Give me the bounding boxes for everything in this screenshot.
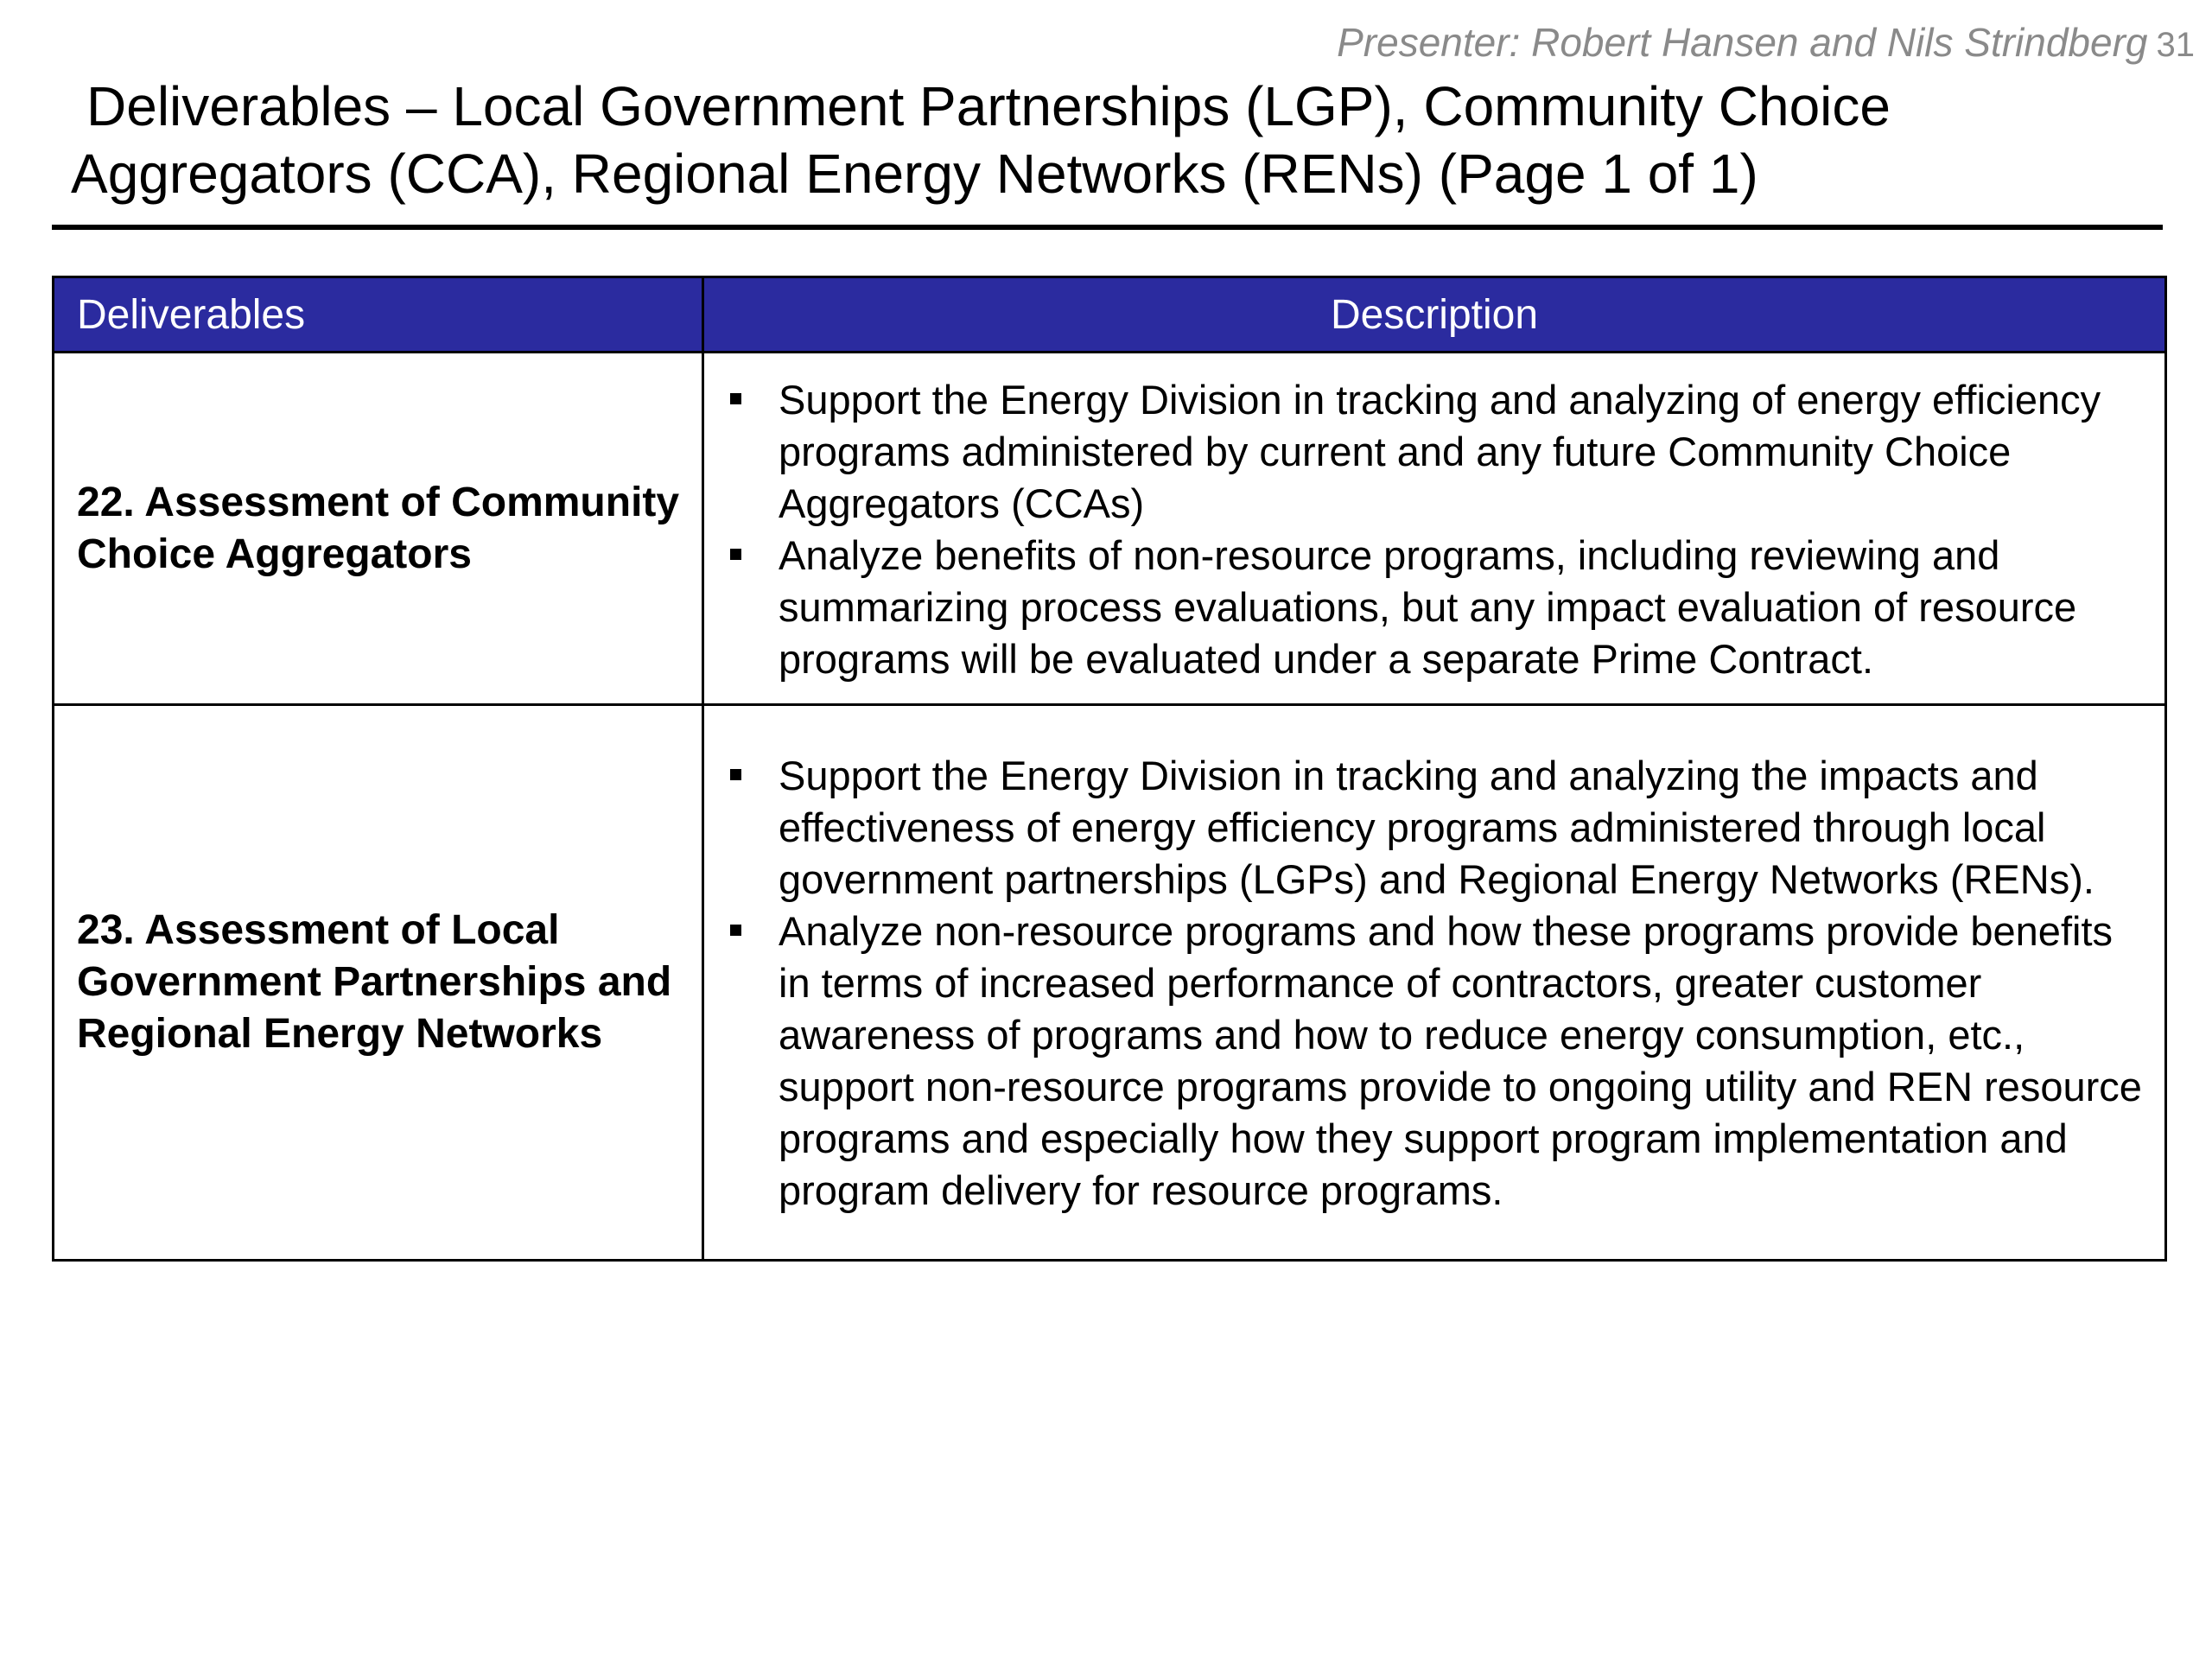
deliverable-cell: 22. Assessment of Community Choice Aggregators xyxy=(54,353,703,705)
square-bullet-icon xyxy=(730,549,741,560)
page-number: 31 xyxy=(2156,26,2195,64)
page-title-line-2: Aggregators (CCA), Regional Energy Networks (RENs) (Page 1 of 1) xyxy=(71,143,1758,205)
description-bullet-list xyxy=(727,374,2147,685)
bullet-text: Analyze non-resource programs and how these programs provide benefits in terms of increased performance of contractors, greater customer awareness of programs and how to reduce energy consumption, etc., support non-resource programs provide to ongoing utility and REN resource programs and especially how they support program implementation and program delivery for resource programs. xyxy=(779,908,2142,1213)
description-cell xyxy=(703,705,2166,1261)
table-row xyxy=(54,353,2166,705)
square-bullet-icon xyxy=(730,393,741,404)
title-divider xyxy=(52,225,2163,230)
bullet-text: Support the Energy Division in tracking and analyzing the impacts and effectiveness of energy efficiency programs administered through local government partnerships (LGPs) and Regional Energy Networks (RENs). xyxy=(779,753,2094,902)
list-item xyxy=(727,906,2147,1217)
presenter-credit xyxy=(1296,19,2195,66)
list-item xyxy=(727,530,2147,685)
deliverables-table xyxy=(52,276,2167,1262)
table-header-row xyxy=(54,277,2166,353)
bullet-text: Analyze benefits of non-resource programs, including reviewing and summarizing process evaluations, but any impact evaluation of resource programs will be evaluated under a separate Prime Contract. xyxy=(779,531,2077,682)
square-bullet-icon xyxy=(730,925,741,936)
description-bullet-list xyxy=(727,750,2147,1217)
deliverable-cell: 23. Assessment of Local Government Partnerships and Regional Energy Networks xyxy=(54,705,703,1261)
page-title xyxy=(71,73,2145,207)
square-bullet-icon xyxy=(730,769,741,780)
page-title-line-1: Deliverables – Local Government Partnerships (LGP), Community Choice xyxy=(86,75,1891,137)
table-row xyxy=(54,705,2166,1261)
description-cell xyxy=(703,353,2166,705)
bullet-text: Support the Energy Division in tracking and analyzing of energy efficiency programs administered by current and any future Community Choice Aggregators (CCAs) xyxy=(779,376,2101,526)
presenter-text: Presenter: Robert Hansen and Nils Strindberg xyxy=(1337,20,2148,65)
column-header-description: Description xyxy=(703,277,2166,353)
column-header-deliverables: Deliverables xyxy=(54,277,703,353)
list-item xyxy=(727,374,2147,530)
list-item xyxy=(727,750,2147,906)
